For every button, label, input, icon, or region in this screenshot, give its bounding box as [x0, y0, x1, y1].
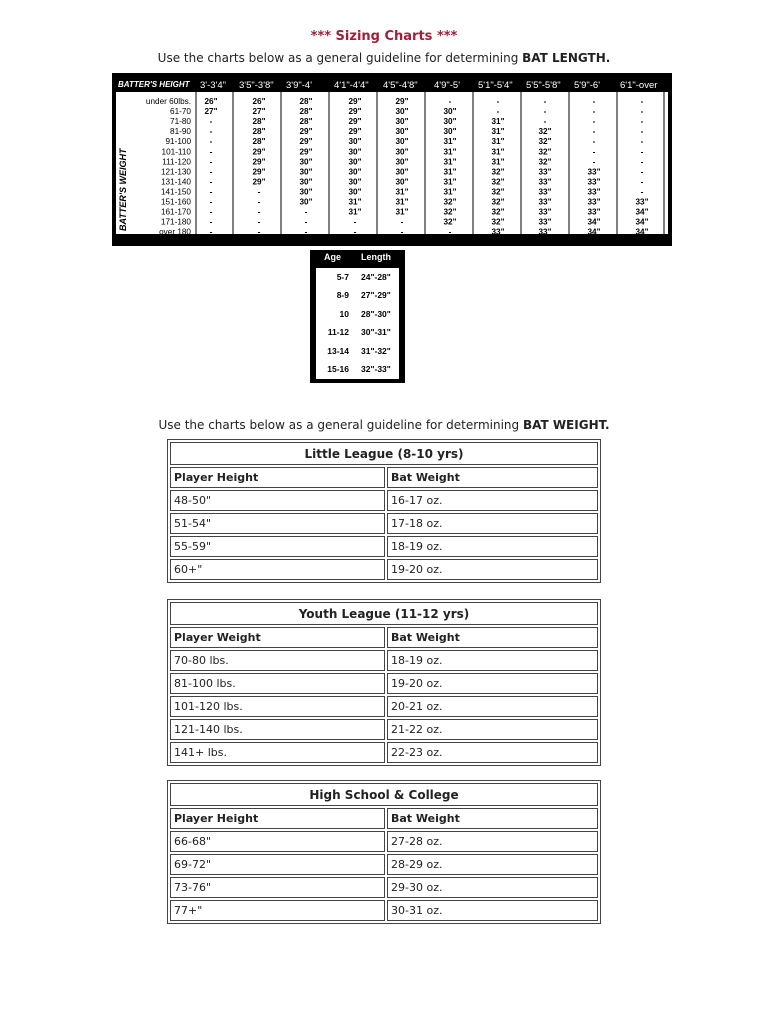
height-header: 5'9"-6' — [574, 80, 601, 91]
length-cell: 29" — [252, 157, 266, 167]
age-value: 13-14 — [327, 345, 349, 356]
caption-row — [170, 602, 598, 625]
length-cell: 33" — [587, 207, 601, 217]
length-cell: - — [257, 207, 261, 217]
length-cell: 34" — [635, 207, 649, 217]
player-cell: 81-100 lbs. — [170, 673, 385, 694]
length-cell: 30" — [348, 157, 362, 167]
weight-label: 131-140 — [160, 177, 191, 187]
bat-weight-cell: 17-18 oz. — [387, 513, 598, 534]
bat-weight-cell: 20-21 oz. — [387, 696, 598, 717]
length-cell: - — [640, 107, 644, 117]
column-header: Bat Weight — [387, 467, 598, 488]
length-cell: 28" — [299, 107, 313, 117]
length-cell: - — [353, 227, 357, 237]
length-cell: - — [209, 177, 213, 187]
length-cell: 29" — [348, 117, 362, 127]
length-cell: - — [640, 127, 644, 137]
weight-label: 81-90 — [170, 127, 191, 137]
table-row — [170, 650, 598, 671]
length-cell: 28" — [299, 117, 313, 127]
length-cell: - — [257, 197, 261, 207]
length-cell: 31" — [443, 167, 457, 177]
length-cell: 33" — [587, 177, 601, 187]
length-cell: - — [257, 217, 261, 227]
bat-length-chart — [112, 73, 672, 246]
length-cell: 30" — [395, 107, 409, 117]
length-cell: - — [400, 217, 404, 227]
length-cell: - — [640, 97, 644, 106]
column-header: Bat Weight — [387, 627, 598, 648]
length-cell: 32" — [491, 197, 505, 207]
weight-label: 161-170 — [160, 207, 191, 217]
length-cell: - — [448, 227, 452, 237]
length-cell: 30" — [395, 117, 409, 127]
length-cell: 29" — [252, 147, 266, 157]
length-cell: 33" — [587, 197, 601, 207]
bat-weight-cell: 30-31 oz. — [387, 900, 598, 921]
length-cell: 30" — [395, 157, 409, 167]
weight-label: 121-130 — [160, 167, 191, 177]
age-length-chart — [310, 250, 405, 383]
length-cell: 29" — [348, 107, 362, 117]
length-cell: 26" — [204, 97, 218, 106]
length-cell: - — [592, 117, 596, 127]
length-cell: - — [640, 187, 644, 197]
length-cell: - — [304, 207, 308, 217]
age-row — [316, 323, 399, 341]
length-cell: 34" — [635, 217, 649, 227]
weight-label: 141-150 — [160, 187, 191, 197]
length-cell: 32" — [538, 137, 552, 147]
length-cell: 33" — [635, 197, 649, 207]
age-value: 5-7 — [336, 272, 349, 282]
length-cell: - — [640, 147, 644, 157]
length-cell: 30" — [299, 177, 313, 187]
weight-label: 101-110 — [161, 147, 191, 157]
header-row — [170, 627, 598, 648]
table-row — [170, 673, 598, 694]
length-cell: 30" — [348, 147, 362, 157]
length-cell: - — [209, 207, 213, 217]
length-cell: 33" — [538, 177, 552, 187]
length-cell: - — [257, 187, 261, 197]
page-title: *** Sizing Charts *** — [310, 29, 458, 44]
age-value: 15-16 — [327, 364, 349, 374]
table-row — [170, 831, 598, 852]
length-cell: - — [640, 167, 644, 177]
length-cell: - — [304, 227, 308, 237]
player-cell: 101-120 lbs. — [170, 696, 385, 717]
length-cell: 31" — [443, 187, 457, 197]
weight-label: 91-100 — [165, 137, 191, 147]
length-cell: - — [592, 107, 596, 117]
length-cell: 33" — [538, 217, 552, 227]
length-cell: - — [592, 157, 596, 167]
table-row — [170, 854, 598, 875]
length-cell: 26" — [252, 97, 266, 106]
length-cell: 28" — [252, 137, 266, 147]
bat-weight-cell: 18-19 oz. — [387, 650, 598, 671]
corner-label: BATTER'S HEIGHT — [118, 80, 190, 89]
weight-label: under 60lbs. — [145, 97, 191, 106]
column-header: Player Height — [170, 467, 385, 488]
length-cell: 30" — [395, 137, 409, 147]
table-row — [170, 490, 598, 511]
bat-weight-cell: 22-23 oz. — [387, 742, 598, 763]
height-header: 3'9"-4' — [286, 80, 313, 91]
length-value: 27"-29" — [361, 290, 391, 301]
bat-weight-cell: 29-30 oz. — [387, 877, 598, 898]
length-cell: 32" — [443, 197, 457, 207]
bat-weight-cell: 18-19 oz. — [387, 536, 598, 557]
height-header: 4'5"-4'8" — [383, 80, 418, 91]
intro-text: Use the charts below as a general guideline for determining — [157, 51, 523, 65]
length-cell: 34" — [587, 227, 601, 237]
height-header: 3'5"-3'8" — [239, 80, 274, 91]
length-cell: 28" — [252, 117, 266, 127]
length-cell: - — [543, 107, 547, 117]
length-cell: - — [640, 137, 644, 147]
youth-league-table — [167, 599, 601, 766]
length-cell: 29" — [348, 97, 362, 106]
table-row — [170, 877, 598, 898]
length-cell: 30" — [299, 157, 313, 167]
bat-weight-cell: 21-22 oz. — [387, 719, 598, 740]
age-row — [316, 360, 399, 378]
age-value: 8-9 — [336, 290, 349, 301]
length-cell: 29" — [299, 137, 313, 147]
length-cell: 31" — [491, 157, 505, 167]
length-cell: 32" — [538, 147, 552, 157]
bat-weight-cell: 27-28 oz. — [387, 831, 598, 852]
length-cell: - — [209, 127, 213, 137]
length-cell: 29" — [348, 127, 362, 137]
bat-weight-intro — [0, 418, 768, 432]
length-cell: - — [209, 217, 213, 227]
length-cell: 29" — [252, 177, 266, 187]
length-cell: - — [209, 117, 213, 127]
length-cell: 29" — [395, 97, 409, 106]
table-row — [170, 536, 598, 557]
length-cell: 33" — [587, 187, 601, 197]
age-header: Age — [324, 252, 342, 262]
player-cell: 69-72" — [170, 854, 385, 875]
length-cell: 32" — [491, 167, 505, 177]
length-cell: 30" — [395, 127, 409, 137]
little-league-table — [167, 439, 601, 583]
table-caption: Little League (8-10 yrs) — [170, 442, 598, 465]
length-cell: 32" — [538, 127, 552, 137]
length-cell: 33" — [491, 227, 505, 237]
age-rows — [316, 268, 399, 379]
length-cell: 31" — [491, 117, 505, 127]
length-cell: 33" — [587, 167, 601, 177]
length-cell: 28" — [252, 127, 266, 137]
length-cell: 30" — [443, 107, 457, 117]
table-caption: Youth League (11-12 yrs) — [170, 602, 598, 625]
high-school-college-table — [167, 780, 601, 924]
length-cell: - — [353, 217, 357, 227]
length-cell: - — [209, 167, 213, 177]
length-cell: 30" — [299, 187, 313, 197]
length-cell: 30" — [443, 127, 457, 137]
length-value: 32"-33" — [361, 364, 391, 374]
header-row — [170, 808, 598, 829]
player-cell: 60+" — [170, 559, 385, 580]
column-header: Bat Weight — [387, 808, 598, 829]
length-cell: - — [543, 117, 547, 127]
player-cell: 77+" — [170, 900, 385, 921]
length-cell: - — [543, 97, 547, 106]
length-header: Length — [361, 252, 391, 262]
length-cell: 30" — [299, 197, 313, 207]
length-cell: 30" — [395, 167, 409, 177]
bat-weight-cell: 16-17 oz. — [387, 490, 598, 511]
bat-weight-cell: 28-29 oz. — [387, 854, 598, 875]
length-cell: 32" — [491, 177, 505, 187]
weight-label: 151-160 — [160, 197, 191, 207]
length-cell: 32" — [491, 207, 505, 217]
length-cell: 33" — [538, 227, 552, 237]
length-cell: 31" — [395, 187, 409, 197]
table-row — [170, 696, 598, 717]
height-header: 4'1"-4'4" — [334, 80, 369, 91]
player-cell: 141+ lbs. — [170, 742, 385, 763]
length-cell: - — [592, 127, 596, 137]
length-cell: 31" — [443, 177, 457, 187]
header-row — [170, 467, 598, 488]
height-header: 4'9"-5' — [434, 80, 461, 91]
table-row — [170, 513, 598, 534]
length-cell: 31" — [491, 137, 505, 147]
length-cell: - — [304, 217, 308, 227]
length-cell: 27" — [204, 107, 218, 117]
length-cell: - — [209, 197, 213, 207]
height-header: 3'-3'4" — [200, 80, 227, 91]
length-cell: 33" — [538, 187, 552, 197]
length-cell: 31" — [348, 197, 362, 207]
length-cell: 31" — [443, 157, 457, 167]
length-cell: 31" — [348, 207, 362, 217]
length-cell: 30" — [348, 187, 362, 197]
length-cell: 30" — [348, 177, 362, 187]
length-cell: - — [592, 137, 596, 147]
table-caption: High School & College — [170, 783, 598, 806]
length-cell: 29" — [299, 147, 313, 157]
length-cell: - — [209, 187, 213, 197]
weight-label: 111-120 — [162, 157, 191, 167]
length-cell: 32" — [443, 217, 457, 227]
weight-label: over 180 — [159, 227, 191, 237]
length-cell: 30" — [443, 117, 457, 127]
length-cell: 34" — [587, 217, 601, 227]
length-cell: 33" — [538, 207, 552, 217]
age-row — [316, 305, 399, 323]
length-cell: - — [496, 97, 500, 106]
player-cell: 55-59" — [170, 536, 385, 557]
age-value: 10 — [339, 308, 349, 319]
height-header: 6'1"-over — [620, 80, 658, 91]
player-cell: 121-140 lbs. — [170, 719, 385, 740]
length-cell: 30" — [348, 167, 362, 177]
length-cell: 32" — [491, 217, 505, 227]
column-header: Player Height — [170, 808, 385, 829]
length-cell: 31" — [443, 147, 457, 157]
table-row — [170, 742, 598, 763]
column-header: Player Weight — [170, 627, 385, 648]
length-cell: 31" — [443, 137, 457, 147]
player-cell: 73-76" — [170, 877, 385, 898]
table-row — [170, 559, 598, 580]
intro-bold: BAT WEIGHT. — [522, 418, 610, 432]
length-cell: 32" — [538, 157, 552, 167]
length-cell: 32" — [491, 187, 505, 197]
length-cell: - — [640, 117, 644, 127]
intro-bold: BAT LENGTH. — [522, 51, 611, 65]
length-cell: - — [209, 137, 213, 147]
length-cell: - — [496, 107, 500, 117]
height-header: 5'1"-5'4" — [478, 80, 513, 91]
length-cell: 30" — [348, 137, 362, 147]
weight-label: 71-80 — [170, 117, 191, 127]
chart-body — [116, 92, 668, 234]
length-cell: 31" — [395, 207, 409, 217]
bat-weight-cell: 19-20 oz. — [387, 559, 598, 580]
length-cell: 29" — [252, 167, 266, 177]
age-value: 11-12 — [327, 327, 349, 338]
player-cell: 70-80 lbs. — [170, 650, 385, 671]
length-value: 28"-30" — [361, 308, 391, 319]
caption-row — [170, 783, 598, 806]
length-cell: 30" — [395, 177, 409, 187]
bat-weight-cell: 19-20 oz. — [387, 673, 598, 694]
length-cell: 33" — [538, 197, 552, 207]
length-cell: 29" — [299, 127, 313, 137]
side-label: BATTER'S WEIGHT — [118, 148, 128, 231]
age-row — [316, 268, 399, 286]
length-cell: - — [257, 227, 261, 237]
player-cell: 51-54" — [170, 513, 385, 534]
length-cell: 30" — [395, 147, 409, 157]
length-cell: 31" — [395, 197, 409, 207]
length-cell: 33" — [538, 167, 552, 177]
weight-label: 171-180 — [160, 217, 191, 227]
age-row — [316, 342, 399, 360]
length-cell: - — [448, 97, 452, 106]
length-cell: 32" — [443, 207, 457, 217]
caption-row — [170, 442, 598, 465]
length-cell: 31" — [491, 147, 505, 157]
age-row — [316, 286, 399, 304]
length-cell: - — [640, 157, 644, 167]
player-cell: 48-50" — [170, 490, 385, 511]
length-cell: - — [400, 227, 404, 237]
bat-length-grid — [112, 73, 672, 246]
length-cell: 31" — [491, 127, 505, 137]
length-value: 24"-28" — [361, 272, 391, 282]
length-value: 31"-32" — [361, 345, 391, 356]
height-header: 5'5"-5'8" — [526, 80, 561, 91]
intro-text: Use the charts below as a general guideline for determining — [158, 418, 523, 432]
length-cell: 28" — [299, 97, 313, 106]
length-cell: 34" — [635, 227, 649, 237]
bat-length-intro — [0, 51, 768, 65]
table-row — [170, 900, 598, 921]
length-cell: - — [592, 147, 596, 157]
length-cell: - — [209, 147, 213, 157]
length-cell: - — [592, 97, 596, 106]
length-cell: - — [209, 157, 213, 167]
player-cell: 66-68" — [170, 831, 385, 852]
length-value: 30"-31" — [361, 327, 391, 338]
length-cell: - — [209, 227, 213, 237]
table-row — [170, 719, 598, 740]
length-cell: - — [640, 177, 644, 187]
length-cell: 30" — [299, 167, 313, 177]
weight-label: 61-70 — [170, 107, 191, 117]
length-cell: 27" — [252, 107, 266, 117]
